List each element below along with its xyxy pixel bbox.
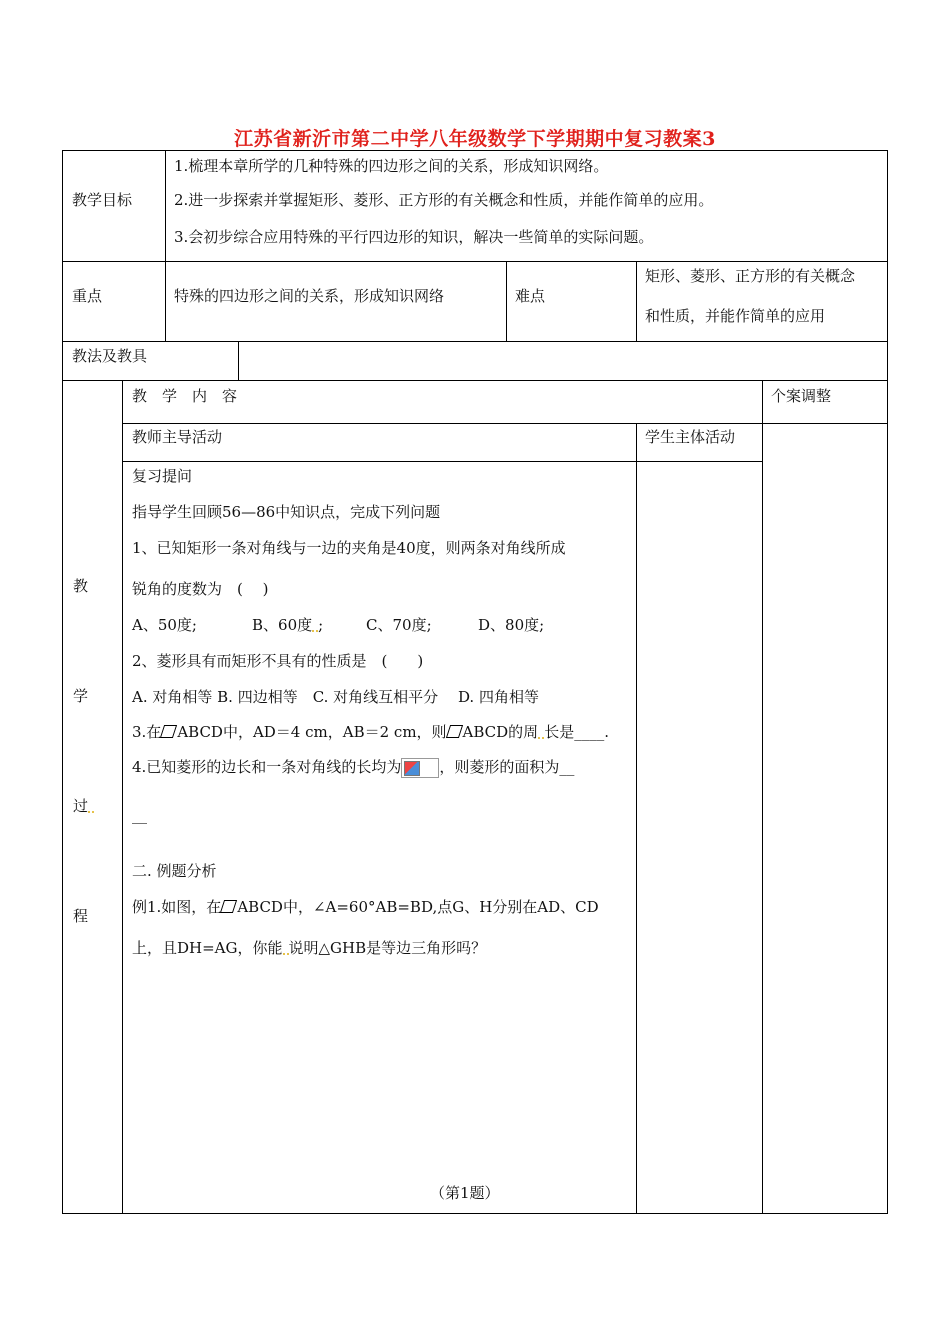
table-border	[636, 261, 637, 341]
difficulty-text: 矩形、菱形、正方形的有关概念	[645, 267, 856, 285]
table-border	[122, 461, 762, 462]
difficulty-text: 和性质，并能作简单的应用	[645, 307, 826, 325]
parallelogram-symbol	[445, 725, 462, 738]
document-title: 江苏省新沂市第二中学八年级数学下学期期中复习教案3	[234, 128, 716, 150]
example-1-cont	[132, 938, 486, 958]
objectives-label: 教学目标	[72, 191, 133, 209]
table-border	[762, 380, 763, 1214]
table-border	[122, 423, 888, 424]
table-border	[636, 423, 637, 1214]
student-header: 学生主体活动	[645, 428, 736, 446]
objective-item: 3.会初步综合应用特殊的平行四边形的知识，解决一些简单的实际问题。	[174, 228, 654, 246]
methods-label: 教法及教具	[72, 347, 148, 365]
parallelogram-symbol	[220, 900, 237, 913]
table-border	[62, 150, 63, 1214]
q1-option-d: D、80度;	[478, 616, 545, 634]
q4-part: 4.已知菱形的边长和一条对角线的长均为	[132, 758, 402, 776]
table-border	[62, 380, 888, 381]
q1-option-c: C、70度;	[366, 616, 432, 634]
question-2-options: A. 对角相等 B. 四边相等 C. 对角线互相平分 D. 四角相等	[132, 688, 539, 706]
ex1-line2: 上，且DH=AG，你能	[132, 939, 283, 957]
q3-part: 长是____.	[544, 723, 609, 741]
table-border	[62, 261, 888, 262]
table-border	[165, 150, 166, 341]
formula-image-icon	[401, 758, 439, 778]
content-header: 教 学 内 容	[132, 387, 238, 405]
difficulty-label: 难点	[515, 287, 546, 305]
ex1-part: ABCD中，∠A=60°AB=BD,点G、H分别在AD、CD	[237, 898, 599, 916]
question-3	[132, 722, 609, 742]
parallelogram-symbol	[160, 725, 177, 738]
adjust-header: 个案调整	[771, 387, 832, 405]
objective-item: 2.进一步探索并掌握矩形、菱形、正方形的有关概念和性质，并能作简单的应用。	[174, 191, 714, 209]
process-label: 程	[73, 907, 89, 925]
table-border	[122, 380, 123, 1214]
table-border	[887, 150, 888, 1214]
process-label: 教	[73, 577, 89, 595]
question-1: 1、已知矩形一条对角线与一边的夹角是40度，则两条对角线所成	[132, 539, 566, 557]
table-border	[62, 150, 888, 151]
review-title: 复习提问	[132, 467, 193, 485]
process-label	[73, 796, 94, 816]
q1-option-b-text: B、60度	[252, 616, 313, 634]
question-4	[132, 757, 574, 778]
table-border	[506, 261, 507, 341]
objective-item: 1.梳理本章所学的几种特殊的四边形之间的关系，形成知识网络。	[174, 157, 609, 175]
q1-option-b-end: ;	[318, 616, 324, 634]
q3-part: ABCD的周	[462, 723, 539, 741]
table-border	[62, 1213, 888, 1214]
ex1-part: 例1.如图，在	[132, 898, 222, 916]
edit-mark	[88, 805, 94, 813]
ex1-line2: 说明△GHB是等边三角形吗？	[288, 939, 487, 957]
q1-option-b	[252, 615, 323, 635]
q1-option-a: A、50度;	[132, 616, 197, 634]
table-border	[62, 341, 888, 342]
q3-part: ABCD中，AD＝4 cm，AB＝2 cm，则	[177, 723, 447, 741]
example-1	[132, 897, 599, 917]
question-4-cont: __	[132, 806, 147, 824]
figure-caption: （第1题）	[430, 1184, 500, 1202]
q4-part: ，则菱形的面积为__	[439, 758, 575, 776]
table-border	[238, 341, 239, 380]
process-label-char: 过	[73, 797, 89, 815]
teacher-header: 教师主导活动	[132, 428, 223, 446]
review-intro: 指导学生回顾56—86中知识点，完成下列问题	[132, 503, 441, 521]
q3-part: 3.在	[132, 723, 162, 741]
key-label: 重点	[72, 287, 103, 305]
question-2: 2、菱形具有而矩形不具有的性质是 ( )	[132, 652, 424, 670]
process-label: 学	[73, 687, 89, 705]
key-text: 特殊的四边形之间的关系，形成知识网络	[174, 287, 445, 305]
question-1-cont: 锐角的度数为 ( )	[132, 580, 269, 598]
section-2-title: 二. 例题分析	[132, 862, 217, 880]
